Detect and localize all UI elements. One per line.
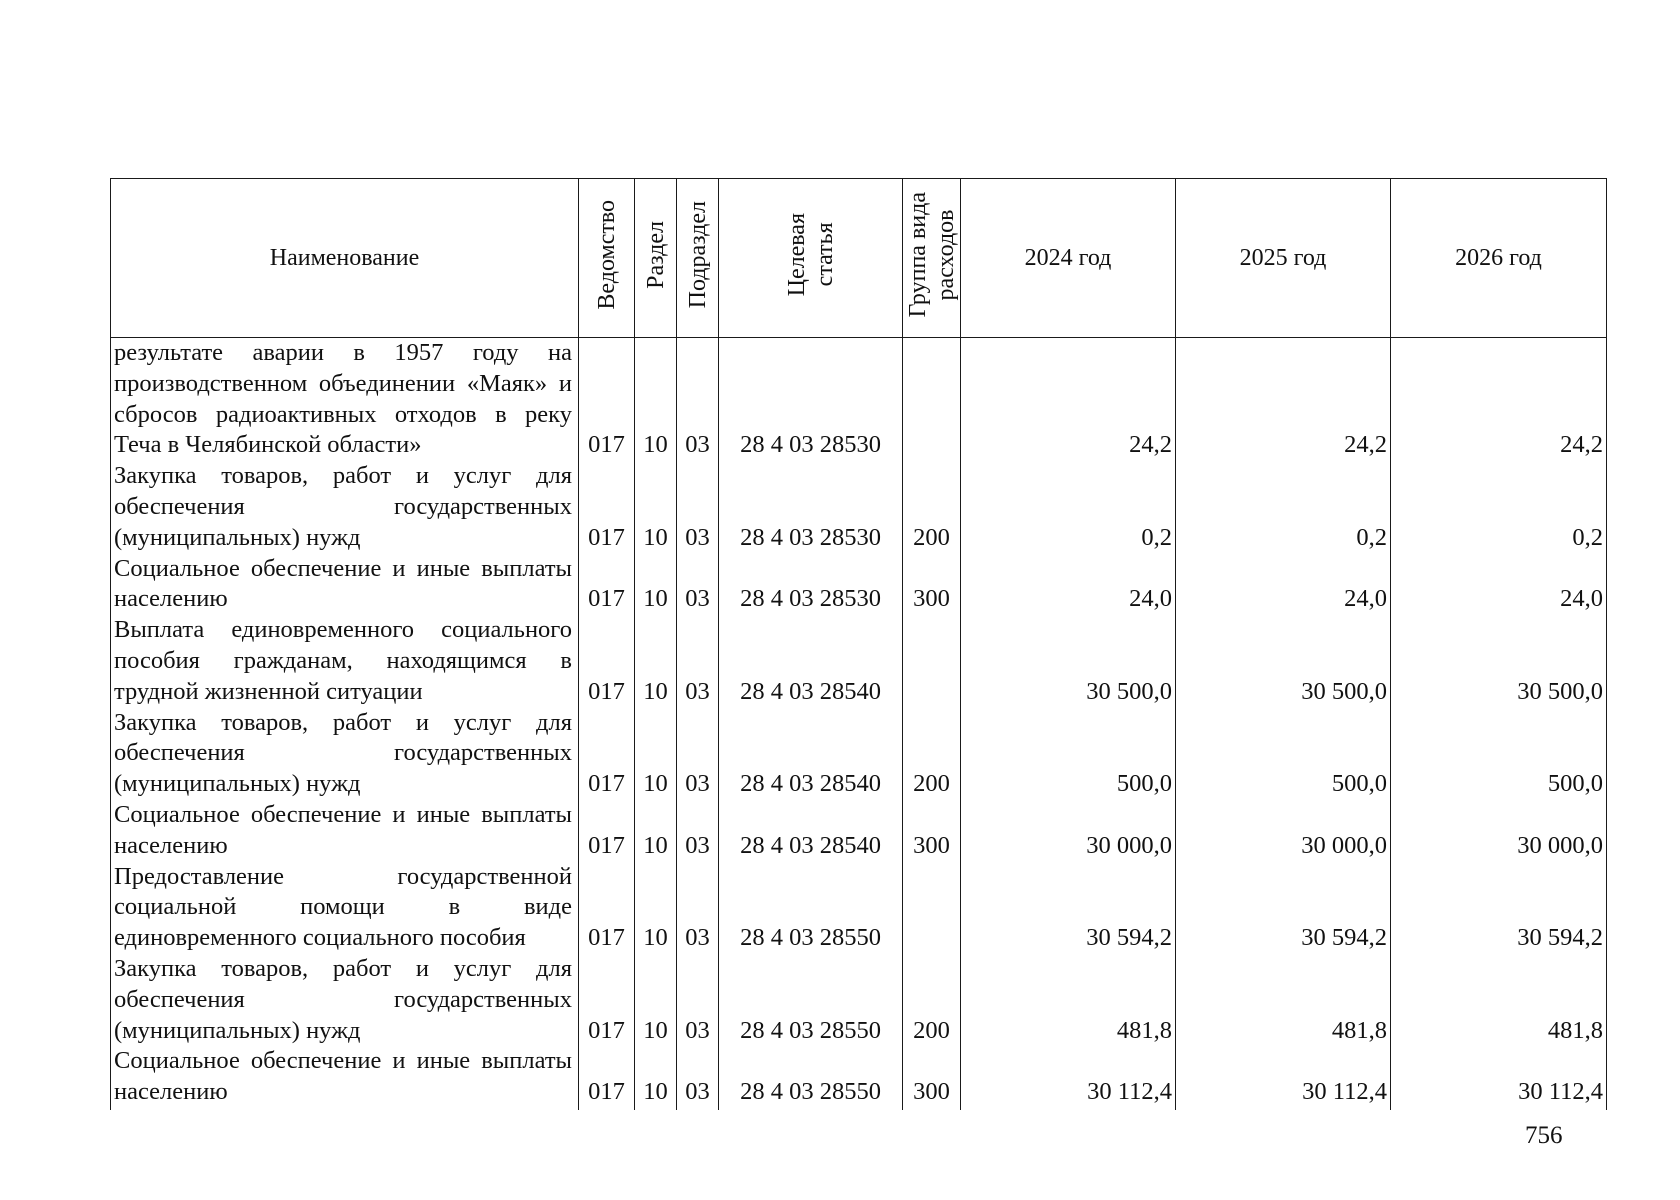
header-name: Наименование	[111, 179, 579, 338]
table-row	[111, 1046, 1607, 1110]
row-gruppa: 200	[903, 461, 961, 553]
row-2024: 30 112,4	[961, 1046, 1176, 1110]
row-gruppa: 300	[903, 554, 961, 616]
row-2026: 30 594,2	[1391, 862, 1607, 954]
header-vedomstvo: Ведомство	[579, 179, 635, 338]
row-2026: 30 112,4	[1391, 1046, 1607, 1110]
row-name: Закупка товаров, работ и услуг для обеспечения государственных (муниципальных) нужд	[111, 461, 579, 553]
row-2026: 481,8	[1391, 954, 1607, 1046]
row-razdel: 10	[635, 708, 677, 800]
row-celevaya-statya: 28 4 03 28550	[719, 1046, 903, 1110]
row-podrazdel: 03	[677, 615, 719, 707]
row-podrazdel: 03	[677, 800, 719, 862]
row-razdel: 10	[635, 615, 677, 707]
row-razdel: 10	[635, 862, 677, 954]
header-gruppa-vida-rashodov: Группа вида расходов	[903, 179, 961, 338]
header-2025: 2025 год	[1176, 179, 1391, 338]
row-vedomstvo: 017	[579, 338, 635, 462]
row-celevaya-statya: 28 4 03 28550	[719, 862, 903, 954]
row-vedomstvo: 017	[579, 862, 635, 954]
header-podrazdel: Подраздел	[677, 179, 719, 338]
row-2026: 0,2	[1391, 461, 1607, 553]
row-gruppa: 300	[903, 1046, 961, 1110]
row-razdel: 10	[635, 800, 677, 862]
row-celevaya-statya: 28 4 03 28530	[719, 461, 903, 553]
row-razdel: 10	[635, 338, 677, 462]
row-vedomstvo: 017	[579, 954, 635, 1046]
row-2025: 30 594,2	[1176, 862, 1391, 954]
row-celevaya-statya: 28 4 03 28540	[719, 800, 903, 862]
row-2024: 30 000,0	[961, 800, 1176, 862]
row-vedomstvo: 017	[579, 708, 635, 800]
row-2024: 30 594,2	[961, 862, 1176, 954]
header-celevaya-statya: Целевая статья	[719, 179, 903, 338]
row-celevaya-statya: 28 4 03 28540	[719, 708, 903, 800]
row-name: Закупка товаров, работ и услуг для обеспечения государственных (муниципальных) нужд	[111, 954, 579, 1046]
row-2025: 30 500,0	[1176, 615, 1391, 707]
row-2024: 500,0	[961, 708, 1176, 800]
row-gruppa: 200	[903, 954, 961, 1046]
row-vedomstvo: 017	[579, 800, 635, 862]
row-podrazdel: 03	[677, 554, 719, 616]
row-2025: 30 112,4	[1176, 1046, 1391, 1110]
table-row	[111, 954, 1607, 1046]
row-2025: 481,8	[1176, 954, 1391, 1046]
table-row	[111, 708, 1607, 800]
row-vedomstvo: 017	[579, 615, 635, 707]
row-celevaya-statya: 28 4 03 28530	[719, 554, 903, 616]
row-podrazdel: 03	[677, 338, 719, 462]
row-2025: 24,2	[1176, 338, 1391, 462]
header-razdel: Раздел	[635, 179, 677, 338]
page-number: 756	[1525, 1122, 1563, 1149]
row-podrazdel: 03	[677, 954, 719, 1046]
row-razdel: 10	[635, 554, 677, 616]
row-2024: 24,0	[961, 554, 1176, 616]
table-row	[111, 862, 1607, 954]
row-2024: 0,2	[961, 461, 1176, 553]
table-row	[111, 554, 1607, 616]
row-name: Предоставление государственной социальной помощи в виде единовременного социального пособия	[111, 862, 579, 954]
row-podrazdel: 03	[677, 461, 719, 553]
header-2024: 2024 год	[961, 179, 1176, 338]
table-row	[111, 615, 1607, 707]
row-2024: 481,8	[961, 954, 1176, 1046]
row-name: Социальное обеспечение и иные выплаты населению	[111, 800, 579, 862]
row-2025: 30 000,0	[1176, 800, 1391, 862]
row-2026: 30 000,0	[1391, 800, 1607, 862]
row-vedomstvo: 017	[579, 461, 635, 553]
row-name: Выплата единовременного социального пособия гражданам, находящимся в трудной жизненной ситуации	[111, 615, 579, 707]
row-name: Социальное обеспечение и иные выплаты населению	[111, 554, 579, 616]
budget-table	[110, 178, 1607, 1110]
table-header-row	[111, 179, 1607, 338]
row-2024: 24,2	[961, 338, 1176, 462]
row-razdel: 10	[635, 1046, 677, 1110]
row-2025: 0,2	[1176, 461, 1391, 553]
row-celevaya-statya: 28 4 03 28550	[719, 954, 903, 1046]
row-gruppa	[903, 615, 961, 707]
row-name: результате аварии в 1957 году на производственном объединении «Маяк» и сбросов радиоактивных отходов в реку Теча в Челябинской области»	[111, 338, 579, 462]
table-row	[111, 800, 1607, 862]
row-2026: 30 500,0	[1391, 615, 1607, 707]
row-2026: 500,0	[1391, 708, 1607, 800]
row-vedomstvo: 017	[579, 554, 635, 616]
row-vedomstvo: 017	[579, 1046, 635, 1110]
row-gruppa: 300	[903, 800, 961, 862]
row-razdel: 10	[635, 954, 677, 1046]
header-2026: 2026 год	[1391, 179, 1607, 338]
table-row	[111, 338, 1607, 462]
row-name: Закупка товаров, работ и услуг для обеспечения государственных (муниципальных) нужд	[111, 708, 579, 800]
row-celevaya-statya: 28 4 03 28530	[719, 338, 903, 462]
row-gruppa	[903, 338, 961, 462]
row-celevaya-statya: 28 4 03 28540	[719, 615, 903, 707]
row-2026: 24,2	[1391, 338, 1607, 462]
row-gruppa: 200	[903, 708, 961, 800]
row-podrazdel: 03	[677, 1046, 719, 1110]
table-row	[111, 461, 1607, 553]
row-2024: 30 500,0	[961, 615, 1176, 707]
row-2025: 500,0	[1176, 708, 1391, 800]
row-name: Социальное обеспечение и иные выплаты населению	[111, 1046, 579, 1110]
row-2026: 24,0	[1391, 554, 1607, 616]
row-gruppa	[903, 862, 961, 954]
row-podrazdel: 03	[677, 708, 719, 800]
row-razdel: 10	[635, 461, 677, 553]
row-2025: 24,0	[1176, 554, 1391, 616]
row-podrazdel: 03	[677, 862, 719, 954]
